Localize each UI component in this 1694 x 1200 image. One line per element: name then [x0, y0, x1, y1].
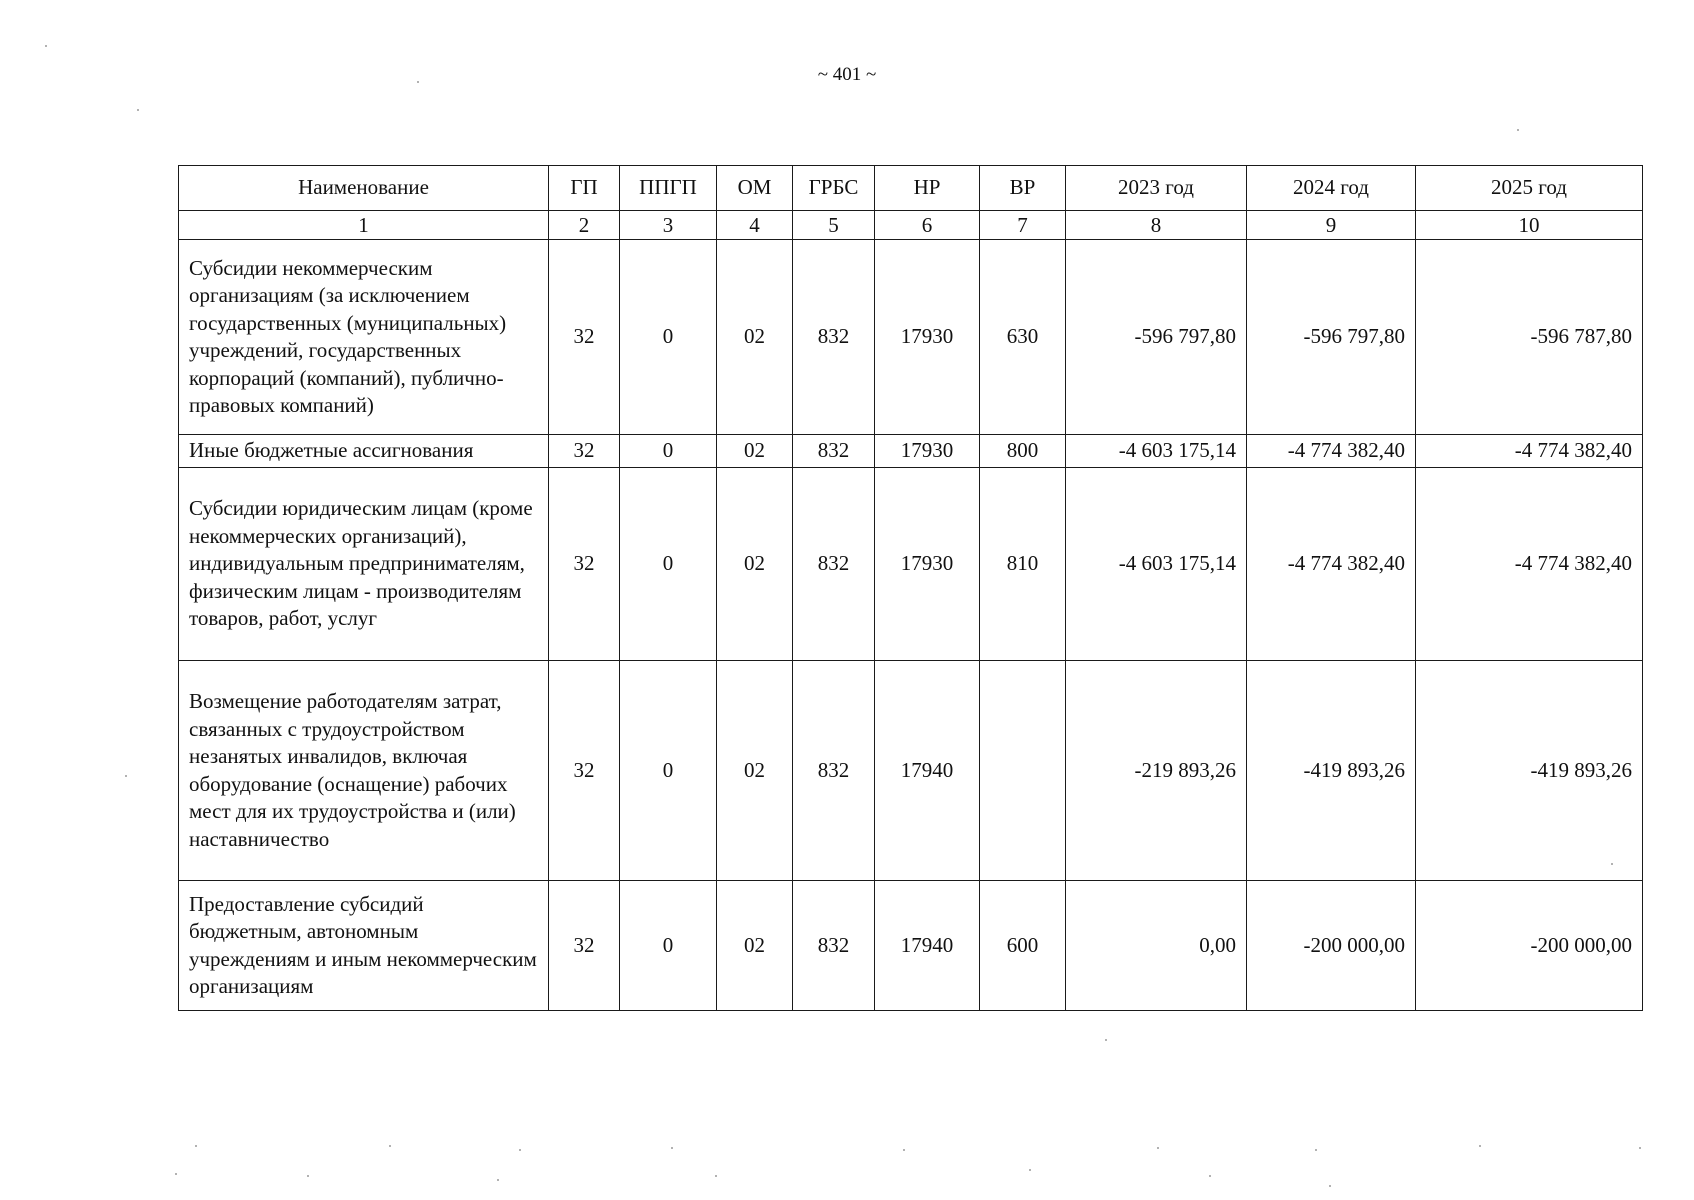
row-amount-2024: -4 774 382,40: [1247, 468, 1416, 661]
row-amount-2023: -596 797,80: [1066, 240, 1247, 435]
row-name: Предоставление субсидий бюджетным, автономным учреждениям и иным некоммерческим организациям: [179, 881, 549, 1011]
row-ppgp: 0: [620, 881, 717, 1011]
header-2023: 2023 год: [1066, 166, 1247, 211]
table-row: [179, 661, 1643, 881]
header-2024: 2024 год: [1247, 166, 1416, 211]
row-amount-2024: -419 893,26: [1247, 661, 1416, 881]
row-om: 02: [717, 468, 793, 661]
row-amount-2024: -200 000,00: [1247, 881, 1416, 1011]
column-number: 10: [1416, 211, 1643, 240]
table-header-row: [179, 166, 1643, 211]
row-ppgp: 0: [620, 468, 717, 661]
row-om: 02: [717, 881, 793, 1011]
row-gp: 32: [549, 435, 620, 468]
column-number: 2: [549, 211, 620, 240]
row-om: 02: [717, 240, 793, 435]
row-amount-2025: -200 000,00: [1416, 881, 1643, 1011]
row-grbs: 832: [793, 661, 875, 881]
header-gp: ГП: [549, 166, 620, 211]
header-ppgp: ППГП: [620, 166, 717, 211]
row-grbs: 832: [793, 881, 875, 1011]
header-om: ОМ: [717, 166, 793, 211]
row-amount-2023: -219 893,26: [1066, 661, 1247, 881]
table-row: [179, 240, 1643, 435]
column-number: 3: [620, 211, 717, 240]
column-number: 5: [793, 211, 875, 240]
row-amount-2025: -4 774 382,40: [1416, 468, 1643, 661]
row-gp: 32: [549, 240, 620, 435]
table-row: [179, 435, 1643, 468]
row-name: Субсидии юридическим лицам (кроме некоммерческих организаций), индивидуальным предпринимателям, физическим лицам - производителям товаров, работ, услуг: [179, 468, 549, 661]
row-ppgp: 0: [620, 240, 717, 435]
column-number: 4: [717, 211, 793, 240]
table-row: [179, 468, 1643, 661]
row-grbs: 832: [793, 435, 875, 468]
table-row: [179, 881, 1643, 1011]
column-number: 6: [875, 211, 980, 240]
row-nr: 17930: [875, 435, 980, 468]
row-name: Субсидии некоммерческим организациям (за исключением государственных (муниципальных) учреждений, государственных корпораций (компаний), публично-правовых компаний): [179, 240, 549, 435]
column-number: 9: [1247, 211, 1416, 240]
header-name: Наименование: [179, 166, 549, 211]
row-amount-2023: 0,00: [1066, 881, 1247, 1011]
row-grbs: 832: [793, 468, 875, 661]
row-gp: 32: [549, 881, 620, 1011]
row-amount-2025: -4 774 382,40: [1416, 435, 1643, 468]
row-amount-2025: -419 893,26: [1416, 661, 1643, 881]
column-number: 7: [980, 211, 1066, 240]
row-amount-2025: -596 787,80: [1416, 240, 1643, 435]
row-nr: 17930: [875, 240, 980, 435]
row-vr: [980, 661, 1066, 881]
row-ppgp: 0: [620, 435, 717, 468]
row-nr: 17940: [875, 881, 980, 1011]
row-amount-2023: -4 603 175,14: [1066, 435, 1247, 468]
row-amount-2024: -596 797,80: [1247, 240, 1416, 435]
row-ppgp: 0: [620, 661, 717, 881]
header-vr: ВР: [980, 166, 1066, 211]
row-name: Возмещение работодателям затрат, связанных с трудоустройством незанятых инвалидов, включая оборудование (оснащение) рабочих мест для их трудоустройства и (или) наставничество: [179, 661, 549, 881]
row-om: 02: [717, 435, 793, 468]
page-number: ~ 401 ~: [817, 64, 877, 85]
row-vr: 630: [980, 240, 1066, 435]
row-nr: 17930: [875, 468, 980, 661]
row-vr: 800: [980, 435, 1066, 468]
budget-table: [178, 165, 1643, 1011]
header-grbs: ГРБС: [793, 166, 875, 211]
column-number-row: [179, 211, 1643, 240]
row-gp: 32: [549, 468, 620, 661]
row-om: 02: [717, 661, 793, 881]
row-name: Иные бюджетные ассигнования: [179, 435, 549, 468]
row-nr: 17940: [875, 661, 980, 881]
column-number: 1: [179, 211, 549, 240]
column-number: 8: [1066, 211, 1247, 240]
row-gp: 32: [549, 661, 620, 881]
row-vr: 600: [980, 881, 1066, 1011]
row-amount-2024: -4 774 382,40: [1247, 435, 1416, 468]
row-grbs: 832: [793, 240, 875, 435]
row-vr: 810: [980, 468, 1066, 661]
row-amount-2023: -4 603 175,14: [1066, 468, 1247, 661]
header-nr: НР: [875, 166, 980, 211]
header-2025: 2025 год: [1416, 166, 1643, 211]
